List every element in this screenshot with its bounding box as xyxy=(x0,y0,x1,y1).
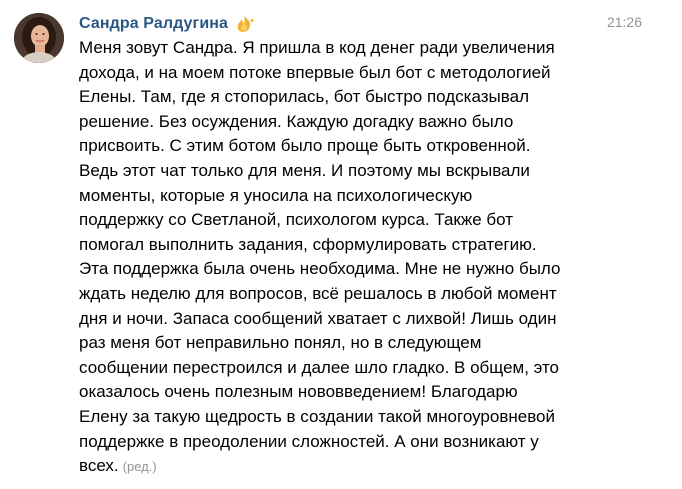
avatar-photo xyxy=(14,13,64,63)
text-line: дня и ночи. Запаса сообщений хватает с лихвой! Лишь один xyxy=(79,308,557,328)
text-line: сообщении перестроился и далее шло гладко. В общем, это xyxy=(79,357,560,377)
flame-sparkle-icon xyxy=(234,15,256,33)
text-line: оказалось очень полезным нововведением! Благодарю xyxy=(79,382,518,402)
avatar[interactable] xyxy=(14,13,64,63)
text-line: дохода, и на моем потоке впервые был бот с методологией xyxy=(79,62,551,82)
text-line: Елену за такую щедрость в создании такой многоуровневой xyxy=(79,406,555,426)
text-line-last xyxy=(79,454,619,480)
message-time[interactable]: 21:26 xyxy=(606,14,642,30)
text-line: присвоить. С этим ботом было проще быть откровенной. xyxy=(79,136,531,156)
edited-label[interactable]: (ред.) xyxy=(122,459,157,475)
text-line: ждать неделю для вопросов, всё решалось в любой момент xyxy=(79,283,557,303)
text-line: Меня зовут Сандра. Я пришла в код денег ради увеличения xyxy=(79,38,555,57)
text-line: всех. xyxy=(79,456,119,476)
text-line: моменты, которые я уносила на психологическую xyxy=(79,185,473,205)
message-text xyxy=(79,36,619,480)
message-header xyxy=(79,14,256,34)
text-line: Эта поддержка была очень необходима. Мне не нужно было xyxy=(79,259,561,279)
text-line: Ведь этот чат только для меня. И поэтому мы вскрывали xyxy=(79,160,530,180)
author-name[interactable]: Сандра Ралдугина xyxy=(79,15,229,32)
text-line: Елены. Там, где я стопорилась, бот быстро подсказывал xyxy=(79,87,529,107)
text-line: поддержке в преодолении сложностей. А они возникают у xyxy=(79,431,539,451)
text-line: помогал выполнить задания, сформулировать стратегию. xyxy=(79,234,537,254)
text-line: решение. Без осуждения. Каждую догадку важно было xyxy=(79,111,514,131)
text-line: раз меня бот неправильно понял, но в следующем xyxy=(79,333,482,353)
text-line: поддержку со Светланой, психологом курса. Также бот xyxy=(79,210,514,230)
